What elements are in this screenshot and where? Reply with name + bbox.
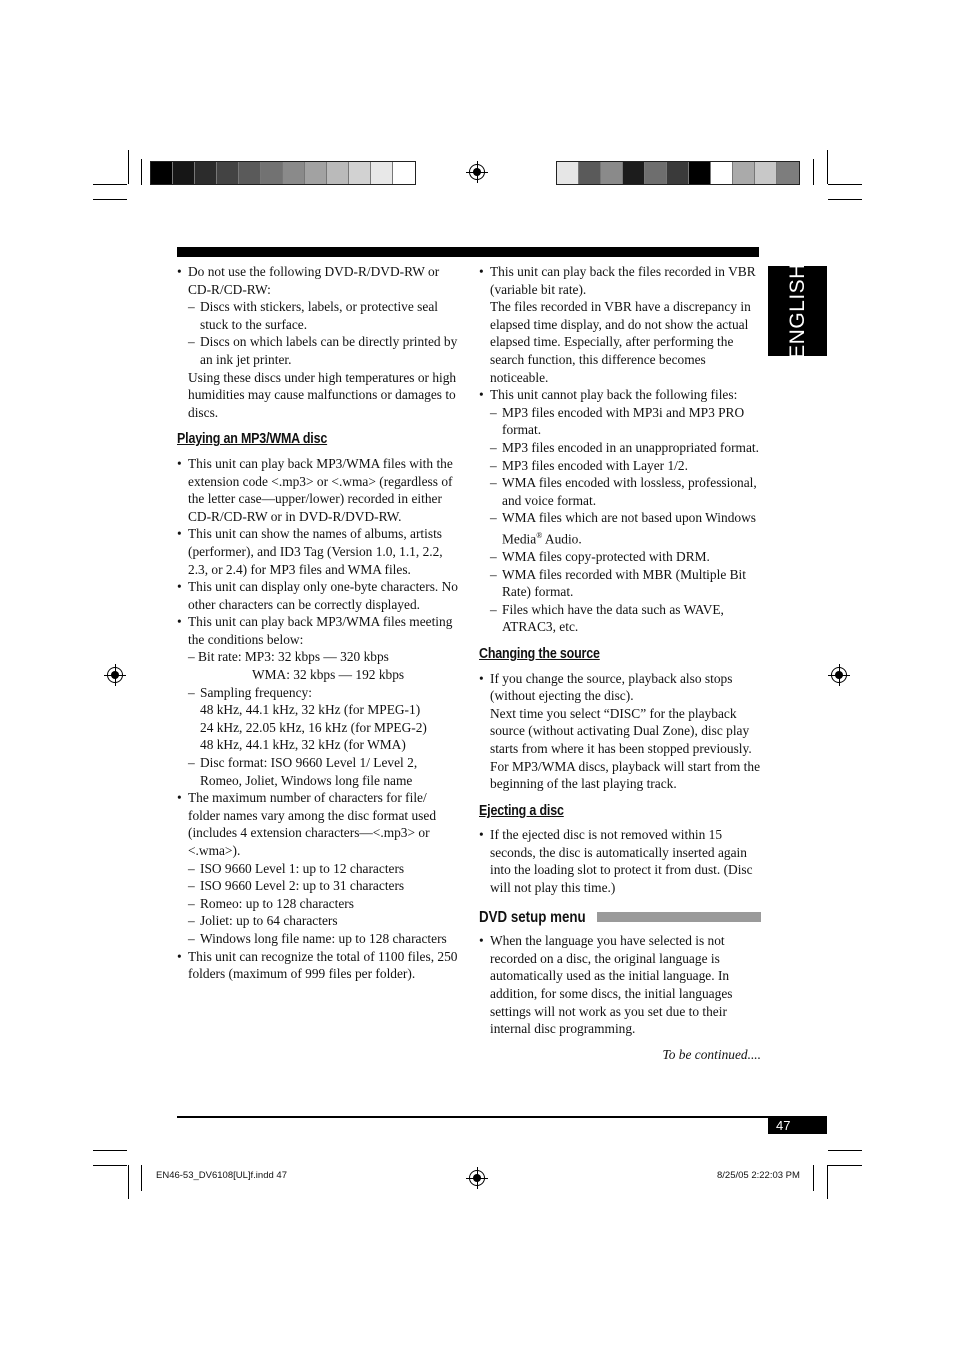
list-item: 24 kHz, 22.05 kHz, 16 kHz (for MPEG-2) xyxy=(200,719,427,735)
registration-mark-icon xyxy=(469,1170,485,1186)
color-swatch xyxy=(777,162,799,184)
color-swatch xyxy=(239,162,261,184)
note-text: For MP3/WMA discs, playback will start from the beginning of the last playing track. xyxy=(490,758,761,792)
list-item: • This unit can play back MP3/WMA files with the extension code <.mp3> or <.wma> (regardless of the letter case—upper/lower) recorded in either CD-R/CD-RW or in DVD-R/DVD-RW. xyxy=(177,455,459,525)
crop-mark xyxy=(827,150,828,184)
continued-note: To be continued.... xyxy=(662,1046,761,1062)
crop-mark xyxy=(827,1165,828,1199)
heading-bar xyxy=(597,912,761,922)
list-item: • This unit cannot play back the following files: xyxy=(479,386,761,404)
section-heading xyxy=(479,909,761,927)
color-swatch xyxy=(261,162,283,184)
list-item-text: Audio. xyxy=(542,531,582,547)
list-item xyxy=(479,509,761,548)
list-item: – WMA files encoded with lossless, professional, and voice format. xyxy=(479,474,761,509)
crop-mark xyxy=(128,1165,129,1199)
crop-mark xyxy=(93,1150,127,1151)
list-item: • This unit can play back the files recorded in VBR (variable bit rate). xyxy=(479,263,761,298)
language-tab-label: ENGLISH xyxy=(785,263,809,359)
list-item: • This unit can show the names of albums, artists (performer), and ID3 Tag (Version 1.0, 1.1, 2.2, 2.3, or 2.4) for MP3 files and WMA files. xyxy=(177,525,459,578)
crop-mark xyxy=(828,1150,862,1151)
bottom-rule xyxy=(177,1116,827,1118)
crop-mark xyxy=(813,1165,814,1191)
color-swatch xyxy=(349,162,371,184)
crop-mark xyxy=(813,159,814,185)
crop-mark xyxy=(828,1165,862,1166)
color-swatch xyxy=(217,162,239,184)
list-item: – WMA files copy-protected with DRM. xyxy=(479,548,761,566)
list-item: 48 kHz, 44.1 kHz, 32 kHz (for WMA) xyxy=(200,737,406,753)
list-item: • If the ejected disc is not removed within 15 seconds, the disc is automatically inserted again into the loading slot to protect it from dust. (Disc will not play this time.) xyxy=(479,826,761,896)
list-item: – Disc format: ISO 9660 Level 1/ Level 2, Romeo, Joliet, Windows long file name xyxy=(177,754,459,789)
list-item: – Sampling frequency: xyxy=(177,684,459,702)
list-item: • When the language you have selected is not recorded on a disc, the original language is automatically used as the initial language. In addition, for some discs, the initial languages settings will not work as you set due to their internal disc programming. xyxy=(479,932,761,1038)
color-swatch xyxy=(601,162,623,184)
section-heading: Ejecting a disc xyxy=(479,802,564,819)
list-item: 48 kHz, 44.1 kHz, 32 kHz (for MPEG-1) xyxy=(200,702,421,718)
top-rule xyxy=(177,247,759,257)
color-bar-left xyxy=(150,161,416,185)
color-swatch xyxy=(371,162,393,184)
registered-mark: ® xyxy=(536,530,543,540)
color-swatch xyxy=(151,162,173,184)
section-heading: Playing an MP3/WMA disc xyxy=(177,431,328,448)
list-item: – MP3 files encoded with Layer 1/2. xyxy=(479,457,761,475)
right-column xyxy=(479,263,761,1063)
footer-file: EN46-53_DV6108[UL]f.indd 47 xyxy=(156,1170,287,1181)
color-bar-right xyxy=(556,161,800,185)
crop-mark xyxy=(93,1165,127,1166)
list-item: – Romeo: up to 128 characters xyxy=(177,895,459,913)
list-item: – ISO 9660 Level 1: up to 12 characters xyxy=(177,860,459,878)
color-swatch xyxy=(557,162,579,184)
color-swatch xyxy=(689,162,711,184)
list-item: • Do not use the following DVD-R/DVD-RW or CD-R/CD-RW: xyxy=(177,263,459,298)
color-swatch xyxy=(711,162,733,184)
color-swatch xyxy=(645,162,667,184)
section-heading: Changing the source xyxy=(479,645,600,662)
registration-mark-icon xyxy=(107,667,123,683)
list-item: – ISO 9660 Level 2: up to 31 characters xyxy=(177,877,459,895)
crop-mark xyxy=(828,184,862,185)
color-swatch xyxy=(623,162,645,184)
crop-mark xyxy=(93,199,127,200)
color-swatch xyxy=(733,162,755,184)
list-item: – WMA files recorded with MBR (Multiple Bit Rate) format. xyxy=(479,566,761,601)
color-swatch xyxy=(305,162,327,184)
list-item: • This unit can play back MP3/WMA files meeting the conditions below: xyxy=(177,613,459,648)
list-item: • This unit can display only one-byte characters. No other characters can be correctly displayed. xyxy=(177,578,459,613)
registration-mark-icon xyxy=(469,164,485,180)
list-item: WMA: 32 kbps — 192 kbps xyxy=(252,667,405,683)
list-item: • If you change the source, playback also stops (without ejecting the disc). xyxy=(479,670,761,705)
list-item: – Files which have the data such as WAVE, ATRAC3, etc. xyxy=(479,601,761,636)
crop-mark xyxy=(141,159,142,185)
list-item: – Bit rate: MP3: 32 kbps — 320 kbps xyxy=(188,649,389,665)
note-text: Next time you select “DISC” for the playback source (without activating Dual Zone), disc play starts from where it has been stopped previously. xyxy=(490,705,752,756)
color-swatch xyxy=(327,162,349,184)
language-tab xyxy=(768,263,827,359)
list-item-text: WMA files which are not based upon Windows Media xyxy=(502,510,756,547)
list-item: – Discs on which labels can be directly printed by an ink jet printer. xyxy=(177,333,459,368)
footer-datetime: 8/25/05 2:22:03 PM xyxy=(717,1170,800,1181)
color-swatch xyxy=(755,162,777,184)
color-swatch xyxy=(393,162,415,184)
color-swatch xyxy=(283,162,305,184)
color-swatch xyxy=(579,162,601,184)
crop-mark xyxy=(93,184,127,185)
dvd-heading-text: DVD setup menu xyxy=(479,908,586,926)
list-item: – Windows long file name: up to 128 characters xyxy=(177,930,459,948)
crop-mark xyxy=(128,150,129,184)
list-item: – Joliet: up to 64 characters xyxy=(177,912,459,930)
list-item: – Discs with stickers, labels, or protective seal stuck to the surface. xyxy=(177,298,459,333)
left-column xyxy=(177,263,459,983)
color-swatch xyxy=(667,162,689,184)
registration-mark-icon xyxy=(831,667,847,683)
color-swatch xyxy=(173,162,195,184)
list-item: – MP3 files encoded in an unappropriated format. xyxy=(479,439,761,457)
note-text: Using these discs under high temperatures or high humidities may cause malfunctions or damages to discs. xyxy=(188,369,457,420)
crop-mark xyxy=(141,1165,142,1191)
crop-mark xyxy=(828,199,862,200)
color-swatch xyxy=(195,162,217,184)
page-number: 47 xyxy=(768,1118,827,1134)
list-item: • The maximum number of characters for file/ folder names vary among the disc format used (includes 4 extension characters—<.mp3> or <.wma>). xyxy=(177,789,459,859)
list-item: • This unit can recognize the total of 1100 files, 250 folders (maximum of 999 files per folder). xyxy=(177,948,459,983)
list-item: – MP3 files encoded with MP3i and MP3 PRO format. xyxy=(479,404,761,439)
note-text: The files recorded in VBR have a discrepancy in elapsed time display, and do not show the actual elapsed time. Especially, after performing the search function, this difference becomes noticeable. xyxy=(490,299,751,385)
